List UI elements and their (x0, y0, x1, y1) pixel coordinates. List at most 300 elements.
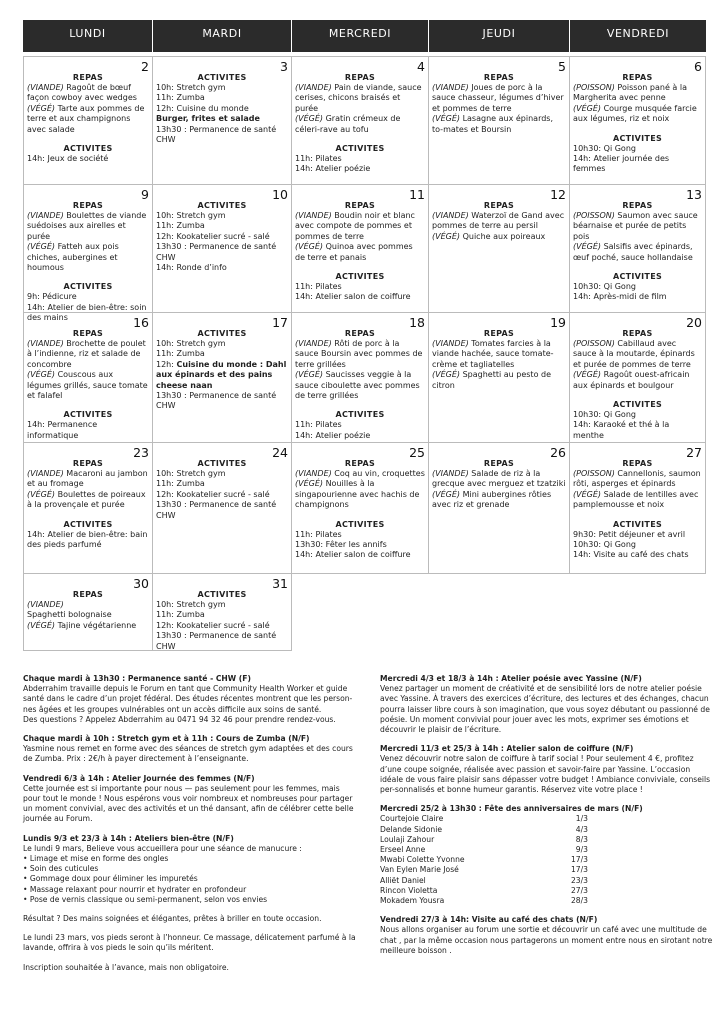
note-text: Cette journée est si importante pour nous — pas seulement pour les femmes, mais pour tout le monde ! Nous espérons vous voir nombreux et nombreuses pour partager un moment convivial, avec des activités et un thé dansant, afin de célébrer cette belle journée au Forum. (23, 783, 354, 824)
meal-item (27, 83, 149, 104)
activity-item: 10h: Stretch gym (156, 339, 226, 348)
activity-item: 14h: Atelier journée des femmes (573, 154, 670, 174)
birthday-list (380, 814, 713, 906)
activities-heading: ACTIVITES (197, 329, 247, 338)
meal-type: (VÉGÉ) (27, 489, 56, 499)
day-cell (23, 443, 153, 574)
empty-cell (429, 574, 570, 651)
activity-item: 11h: Zumba (156, 610, 205, 620)
spacer (27, 401, 149, 410)
meal-text: Poisson pané à la Margherita avec penne (573, 83, 688, 103)
birthday-date: 9/3 (575, 845, 588, 855)
note-block (380, 674, 713, 735)
day-number: 17 (272, 315, 288, 330)
meal-text: Boudin noir et blanc avec compote de pommes et pommes de terre (295, 211, 415, 241)
meal-type: (VÉGÉ) (432, 231, 461, 241)
birthday-title: Mercredi 25/2 à 13h30 : Fête des anniversaires de mars (N/F) (380, 804, 643, 814)
cat-cafe-note (380, 915, 713, 956)
note-block (23, 933, 356, 953)
day-cell (429, 313, 570, 443)
spacer (295, 511, 425, 520)
meal-text: Spaghetti au pesto de citron (432, 370, 551, 390)
activities-heading: ACTIVITES (612, 133, 663, 143)
meal-text: Tomates farcies à la viande hachée, sauce tomate-crème et tagliatelles (432, 339, 554, 369)
birthday-date: 8/3 (575, 834, 588, 844)
note-text: • Pose de vernis classique ou semi-permanent, selon vos envies (23, 894, 268, 904)
day-number: 10 (272, 187, 288, 202)
meal-item (27, 211, 149, 242)
spacer (295, 135, 425, 144)
meal-item (27, 610, 149, 620)
meal-item (295, 469, 425, 479)
meal-text: Ragoût ouest-africain aux épinards et boulgour (573, 370, 690, 390)
meal-text: Salade de riz à la grecque avec merguez et tzatziki (432, 469, 566, 489)
meal-text: Boulettes de viande suédoises aux airelles et purée (27, 211, 147, 241)
birthday-name: Mwabi Colette Yvonne (380, 855, 465, 865)
meal-type: (VIANDE) (27, 83, 64, 92)
meal-text: Cannellonis, saumon rôti, asperges et épinards (573, 469, 701, 489)
birthday-name: Rincon Violetta (380, 885, 438, 895)
calendar-grid (23, 56, 706, 651)
activities-heading: ACTIVITES (612, 400, 663, 410)
activities-heading: ACTIVITES (63, 410, 113, 420)
activity-item: 12h: Kookatelier sucré - salé (156, 231, 270, 241)
note-block (23, 914, 356, 924)
note-text: Le lundi 23 mars, vos pieds seront à l’honneur. Ce massage, délicatement parfumé à la lavande, offrira à vos pieds le soin qu’ils méritent. (23, 933, 356, 953)
meal-type: (VÉGÉ) (27, 620, 56, 630)
meal-text: Mini aubergines rôties avec riz et grenade (432, 489, 552, 510)
meal-text: Salsifis avec épinards, œuf poché, sauce hollandaise (573, 242, 693, 262)
meal-type: (VIANDE) (27, 339, 64, 348)
activity-item: 14h: Visite au café des chats (573, 550, 689, 560)
activity-item: 13h30 : Permanence de santé CHW (156, 631, 277, 651)
activity-item: 14h: Après-midi de film (573, 292, 667, 302)
meal-text: Courge musquée farcie aux légumes, riz et noix (573, 103, 697, 124)
day-number: 16 (133, 315, 149, 330)
day-number: 18 (409, 315, 425, 330)
meal-item (573, 370, 702, 391)
activities-heading: ACTIVITES (197, 73, 247, 82)
meal-text: Tajine végétarienne (55, 620, 137, 630)
meal-item (295, 479, 425, 510)
meals-heading: REPAS (483, 73, 515, 82)
day-number: 24 (272, 445, 288, 460)
activity-item: 10h: Stretch gym (156, 211, 226, 220)
day-number: 19 (550, 315, 566, 330)
note-title: Chaque mardi à 10h : Stretch gym et à 11h : Cours de Zumba (N/F) (23, 734, 310, 744)
activity-item: 14h: Atelier de bien-être: soin des mains (27, 302, 147, 323)
activity-item: 11h: Pilates (295, 154, 342, 164)
meal-text: Salade de lentilles avec pamplemousse et noix (573, 489, 699, 510)
day-number: 23 (133, 445, 149, 460)
meals-heading: REPAS (622, 73, 653, 82)
meals-heading: REPAS (483, 329, 515, 338)
activity-item: 14h: Karaoké et thé à la menthe (573, 420, 670, 440)
day-number: 20 (686, 315, 702, 330)
meal-item (295, 114, 425, 135)
note-text: Venez partager un moment de créativité et de sensibilité lors de notre atelier poésie avec Yassine. À travers des exercices d’écriture, des lectures et des échanges, chacun pourra laisser libre cours à son imagination, que vous soyez débutant ou passionné de poésie. Un moment convivial pour jouer avec les mots, exprimer ses émotions et découvrir le plaisir de l’écriture. (380, 684, 710, 735)
activity-item: 14h: Atelier de bien-être: bain des pieds parfumé (27, 529, 148, 550)
activity-item: 10h30: Qi Gong (573, 410, 636, 420)
activity-item: 11h: Zumba (156, 93, 205, 103)
meal-text: Quiche aux poireaux (460, 231, 546, 241)
meals-heading: REPAS (344, 329, 376, 338)
meal-text: Couscous aux légumes grillés, sauce tomate et falafel (27, 370, 148, 401)
activity-item: 12h: Cuisine du monde (156, 103, 249, 113)
meal-item (432, 114, 566, 135)
note-title: Mercredi 4/3 et 18/3 à 14h : Atelier poésie avec Yassine (N/F) (380, 674, 642, 683)
note-text: Inscription souhaitée à l’avance, mais non obligatoire. (23, 962, 229, 972)
day-cell (570, 443, 706, 574)
meal-type: (POISSON) (573, 83, 615, 92)
birthday-date: 4/3 (575, 824, 588, 834)
meals-heading: REPAS (344, 459, 376, 468)
activity-item: 11h: Pilates (295, 282, 342, 292)
day-header-friday: VENDREDI (606, 27, 670, 40)
meal-type: (POISSON) (573, 469, 615, 478)
calendar (23, 20, 706, 651)
birthday-name: Van Eylen Marie José (380, 865, 459, 875)
meal-item (27, 490, 149, 511)
meal-text: Cabillaud avec sauce à la moutarde, épinards et purée de pommes de terre (573, 339, 695, 369)
activity-item: 13h30 : Permanence de santé CHW (156, 242, 277, 262)
activities-heading: ACTIVITES (63, 282, 113, 292)
note-title: Chaque mardi à 13h30 : Permanence santé - CHW (F) (23, 674, 251, 683)
day-cell (570, 185, 706, 313)
activity-item: 11h: Zumba (156, 349, 205, 359)
meal-type: (VIANDE) (295, 211, 332, 220)
meal-text: Brochette de poulet à l’indienne, riz et salade de concombre (27, 339, 146, 369)
meal-item (295, 339, 425, 370)
birthday-name: Courtejoie Claire (380, 814, 444, 824)
meal-type: (VIANDE) (27, 211, 64, 220)
day-header-thursday: JEUDI (429, 20, 570, 52)
day-cell (429, 443, 570, 574)
meal-item (573, 104, 702, 125)
activity-item: 10h: Stretch gym (156, 469, 226, 478)
activity-item: 9h: Pédicure (27, 292, 77, 302)
birthday-date: 17/3 (570, 855, 588, 865)
day-number: 5 (558, 59, 566, 74)
activities-heading: ACTIVITES (335, 144, 385, 154)
day-number: 11 (409, 187, 425, 202)
activity-item: 11h: Pilates (295, 420, 342, 430)
meal-type: (VÉGÉ) (432, 489, 461, 499)
activity-item: 13h30 : Permanence de santé CHW (156, 124, 277, 145)
activity-item: 14h: Permanence informatique (27, 420, 98, 440)
meals-heading: REPAS (622, 329, 653, 338)
activity-item: 11h: Zumba (156, 479, 205, 489)
birthday-date: 23/3 (570, 875, 588, 885)
spacer (27, 135, 149, 144)
spacer (27, 511, 149, 520)
meal-type: (VÉGÉ) (432, 370, 461, 380)
note-text: Yasmine nous remet en forme avec des séances de stretch gym adaptées et des cours de Zumba. Prix : 2€/h à payer directement à l’enseignante. (23, 744, 353, 764)
day-number: 12 (550, 187, 566, 202)
birthday-date: 1/3 (575, 814, 588, 824)
day-number: 25 (409, 445, 425, 460)
day-number: 26 (550, 445, 566, 460)
activity-item: 14h: Ronde d’info (156, 263, 227, 273)
meal-item (573, 469, 702, 490)
meal-type: (VÉGÉ) (573, 489, 602, 499)
cat-cafe-title: Vendredi 27/3 à 14h: Visite au café des chats (N/F) (380, 915, 598, 925)
day-cell (429, 185, 570, 313)
activity-item: 14h: Jeux de société (27, 154, 109, 164)
empty-cell (292, 574, 429, 651)
day-cell (292, 185, 429, 313)
meal-type: (VÉGÉ) (295, 242, 324, 252)
meal-item (27, 469, 149, 490)
note-title: Vendredi 6/3 à 14h : Atelier Journée des femmes (N/F) (23, 773, 255, 783)
day-header-wednesday: MERCREDI (292, 20, 429, 52)
spacer (573, 125, 702, 134)
meal-type: (VÉGÉ) (27, 242, 56, 252)
meal-type: (VÉGÉ) (295, 370, 324, 380)
note-block (23, 674, 356, 725)
day-cell (570, 313, 706, 443)
birthday-name: Loulaji Zahour (380, 834, 435, 844)
activity-item: 9h30: Petit déjeuner et avril (573, 529, 686, 539)
meals-heading: REPAS (72, 329, 104, 338)
activity-item: 12h: Kookatelier sucré - salé (156, 489, 270, 499)
meal-item (432, 83, 566, 114)
meal-text: Quinoa avec pommes de terre et panais (295, 242, 413, 262)
meal-item (573, 83, 702, 104)
meal-text: Boulettes de poireaux à la provençale et purée (27, 489, 146, 510)
meal-text: Ragoût de bœuf façon cowboy avec wedges (27, 83, 137, 103)
meal-text: Nouilles à la singapourienne avec hachis de champignons (295, 479, 420, 510)
birthday-name: Mokadem Yousra (380, 896, 445, 906)
activities-heading: ACTIVITES (335, 519, 385, 529)
note-text: • Soin des cuticules (23, 864, 99, 874)
meal-text: Coq au vin, croquettes (331, 469, 425, 478)
day-cell (292, 443, 429, 574)
meal-item (295, 242, 425, 263)
meal-type: (POISSON) (573, 211, 615, 220)
spacer (27, 273, 149, 282)
activity-item: 14h: Atelier poézie (295, 430, 371, 440)
note-block (23, 734, 356, 765)
meal-type: (VÉGÉ) (573, 242, 602, 252)
meal-text: Waterzoï de Gand avec pommes de terre au persil (432, 211, 565, 231)
day-number: 4 (417, 59, 425, 74)
day-cell (570, 57, 706, 185)
spacer (295, 263, 425, 272)
activity-item: 14h: Atelier poézie (295, 164, 371, 174)
meal-item (432, 490, 566, 511)
day-cell (153, 574, 292, 651)
meals-heading: REPAS (483, 459, 515, 468)
meal-type: (VÉGÉ) (573, 370, 602, 380)
day-cell (292, 313, 429, 443)
day-cell (153, 443, 292, 574)
day-cell (23, 57, 153, 185)
birthday-name: Erseel Anne (380, 845, 426, 855)
spacer (573, 391, 702, 400)
activities-heading: ACTIVITES (197, 201, 247, 210)
meal-type: (VIANDE) (432, 83, 469, 92)
meal-item (27, 104, 149, 135)
meal-item (432, 469, 566, 490)
meal-item (295, 83, 425, 114)
activities-heading: ACTIVITES (335, 410, 385, 420)
meal-type: (VIANDE) (295, 83, 332, 92)
meal-type: (VIANDE) (27, 469, 64, 478)
meals-heading: REPAS (622, 201, 653, 210)
activities-heading: ACTIVITES (335, 272, 385, 282)
birthday-note (380, 804, 713, 906)
day-cell (23, 313, 153, 443)
day-cell (23, 574, 153, 651)
meal-type: (VIANDE) (27, 600, 64, 609)
meal-type: (VÉGÉ) (432, 114, 461, 124)
meal-type: (VIANDE) (295, 339, 332, 348)
spacer (295, 401, 425, 410)
meal-item (432, 232, 566, 242)
meal-text: Tarte aux pommes de terre et aux champignons avec salade (27, 103, 145, 134)
activity-item: 12h: Cuisine du monde : Dahl aux épinards et des pains cheese naan (156, 359, 287, 390)
meal-item (432, 211, 566, 232)
activity-item: 10h: Stretch gym (156, 83, 226, 92)
note-text: Le lundi 9 mars, Believe vous accueillera pour une séance de manucure : (23, 843, 302, 853)
birthday-date: 17/3 (570, 865, 588, 875)
meal-text: Spaghetti bolognaise (27, 610, 112, 620)
meal-type: (VÉGÉ) (295, 479, 324, 489)
day-number: 3 (280, 59, 288, 74)
meal-text: Lasagne aux épinards, to-mates et Boursin (432, 114, 553, 134)
meal-type: (VIANDE) (432, 469, 469, 478)
day-cell (292, 57, 429, 185)
activity-item: 10h30: Qi Gong (573, 540, 636, 550)
day-cell (153, 57, 292, 185)
activity-item: 12h: Kookatelier sucré - salé (156, 620, 270, 630)
meal-type: (POISSON) (573, 339, 615, 348)
meal-text: Saumon avec sauce béarnaise et purée de petits pois (573, 211, 698, 241)
meal-type: (VIANDE) (432, 211, 469, 220)
meal-item (27, 370, 149, 401)
meal-item (573, 490, 702, 511)
meals-heading: REPAS (72, 201, 104, 210)
notes-right-top (380, 674, 713, 795)
day-cell (153, 313, 292, 443)
meals-heading: REPAS (483, 201, 515, 210)
activities-heading: ACTIVITES (197, 459, 247, 468)
spacer (573, 263, 702, 272)
note-text: • Gommage doux pour éliminer les impuretés (23, 874, 198, 884)
activity-item: Burger, frites et salade (156, 114, 260, 124)
activities-heading: ACTIVITES (63, 519, 113, 529)
meal-item (573, 339, 702, 370)
meal-text: Pain de viande, sauce cerises, chicons braisés et purée (295, 83, 422, 113)
activities-heading: ACTIVITES (612, 519, 663, 529)
meal-item (295, 211, 425, 242)
birthday-date: 28/3 (570, 896, 588, 906)
meal-type: (VÉGÉ) (27, 370, 56, 380)
meal-text: Joues de porc à la sauce chasseur, légumes d’hiver et pommes de terre (432, 83, 564, 113)
birthday-name: Alliët Daniel (380, 875, 426, 885)
meal-item (573, 242, 702, 263)
meal-type: (VIANDE) (432, 339, 469, 348)
note-text: Abderrahim travaille depuis le Forum en tant que Community Health Worker et guide santé dans le cadre d’un projet fédéral. Des études récentes montrent que les person-nes âgées et les groupes vulnérables ont un accès difficile aux soins de santé. (23, 684, 353, 714)
day-number: 13 (686, 187, 702, 202)
meal-type: (VIANDE) (295, 469, 332, 478)
note-text: • Limage et mise en forme des ongles (23, 854, 169, 864)
activity-item: 11h: Zumba (156, 221, 205, 231)
meal-item (295, 370, 425, 401)
birthday-name: Delande Sidonie (380, 824, 442, 834)
meal-text: Gratin crémeux de céleri-rave au tofu (295, 114, 401, 134)
activity-item: 13h30 : Permanence de santé CHW (156, 500, 277, 520)
notes-right-column (380, 674, 713, 965)
activity-item: 14h: Atelier salon de coiffure (295, 292, 411, 302)
meals-heading: REPAS (344, 73, 376, 82)
meal-item (432, 370, 566, 391)
meals-heading: REPAS (72, 590, 104, 599)
day-header-tuesday: MARDI (153, 20, 292, 52)
meal-text: Macaroni au jambon et au fromage (27, 469, 148, 489)
day-number: 27 (686, 445, 702, 460)
birthday-date: 27/3 (570, 885, 588, 895)
activity-item: 13h30: Fêter les annifs (295, 540, 387, 550)
meal-type: (VÉGÉ) (295, 114, 324, 124)
day-header-monday: LUNDI (23, 20, 153, 52)
day-number: 31 (272, 576, 288, 591)
activity-item: 10h: Stretch gym (156, 600, 226, 609)
activities-heading: ACTIVITES (612, 272, 663, 282)
meal-item (573, 211, 702, 242)
meals-heading: REPAS (72, 73, 104, 82)
notes-left-column (23, 674, 356, 982)
spacer (573, 511, 702, 520)
meal-text: Rôti de porc à la sauce Boursin avec pommes de terre grillées (295, 339, 423, 369)
day-number: 6 (694, 59, 702, 74)
meals-heading: REPAS (72, 459, 104, 468)
activity-item: 11h: Pilates (295, 529, 342, 539)
note-text: • Massage relaxant pour nourrir et hydrater en profondeur (23, 884, 247, 894)
note-block (380, 744, 713, 795)
day-cell (153, 185, 292, 313)
meals-heading: REPAS (344, 201, 376, 210)
activity-item: 13h30 : Permanence de santé CHW (156, 391, 277, 411)
meal-type: (VÉGÉ) (573, 103, 602, 113)
note-title: Lundis 9/3 et 23/3 à 14h : Ateliers bien-être (N/F) (23, 833, 234, 843)
meal-item (27, 339, 149, 370)
activities-heading: ACTIVITES (63, 144, 113, 154)
activity-item: 14h: Atelier salon de coiffure (295, 550, 411, 560)
meal-item (27, 600, 149, 610)
note-block (23, 774, 356, 825)
empty-cell (570, 574, 706, 651)
note-block (23, 834, 356, 905)
meal-item (432, 339, 566, 370)
note-text: Des questions ? Appelez Abderrahim au 0471 94 32 46 pour prendre rendez-vous. (23, 714, 336, 724)
activity-item: 10h30: Qi Gong (573, 282, 636, 292)
note-title: Mercredi 11/3 et 25/3 à 14h : Atelier salon de coiffure (N/F) (380, 744, 634, 754)
meal-type: (VÉGÉ) (27, 103, 56, 113)
meal-item (27, 621, 149, 631)
note-text: Résultat ? Des mains soignées et élégantes, prêtes à briller en toute occasion. (23, 914, 322, 924)
activities-heading: ACTIVITES (197, 590, 247, 599)
meals-heading: REPAS (622, 459, 653, 468)
meal-text: Fatteh aux pois chiches, aubergines et houmous (27, 242, 119, 273)
day-number: 2 (141, 59, 149, 74)
note-block (23, 963, 356, 973)
weekday-header (23, 20, 706, 52)
day-cell (429, 57, 570, 185)
day-number: 30 (133, 576, 149, 591)
note-text: Venez découvrir notre salon de coiffure à tarif social ! Pour seulement 4 €, profitez d’une coupe soignée, réalisée avec passion et savoir-faire par Yassine. L’occasion idéale de vous faire plaisir sans dépasser votre budget ! Ambiance conviviale, conseils per-sonnalisés et bonne humeur garantis. Réservez vite votre place ! (380, 754, 711, 795)
